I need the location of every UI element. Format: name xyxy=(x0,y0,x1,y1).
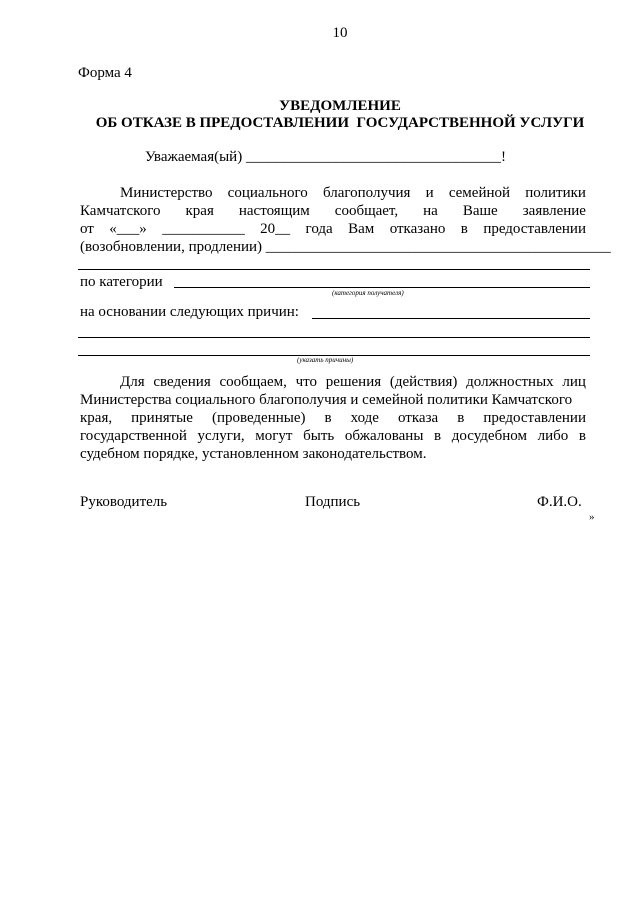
info-line-4 xyxy=(80,427,586,445)
word: в xyxy=(457,410,465,426)
word: в xyxy=(434,428,442,444)
form-label: Форма 4 xyxy=(78,65,132,81)
category-line xyxy=(174,287,590,288)
salutation-end: ! xyxy=(500,149,506,165)
category-label: по категории xyxy=(80,274,163,290)
notice-line-2 xyxy=(80,202,586,220)
word: Камчатского xyxy=(80,203,161,219)
word: от xyxy=(80,221,94,237)
word: Министерство xyxy=(120,185,213,201)
notice-line-1 xyxy=(120,184,586,202)
word: семейной xyxy=(448,185,511,201)
title-line-1: УВЕДОМЛЕНИЕ xyxy=(279,98,401,114)
salutation-blank: __________________________________ xyxy=(245,149,501,165)
word: сообщает, xyxy=(334,203,399,219)
notice-line-4-text: (возобновлении, продлении) xyxy=(80,239,263,255)
info-line-3 xyxy=(80,409,586,427)
word: в xyxy=(324,410,332,426)
word: что xyxy=(295,374,318,390)
reasons-label: на основании следующих причин: xyxy=(80,304,299,320)
word: заявление xyxy=(522,203,586,219)
word: края, xyxy=(80,410,113,426)
year-blank: 20__ xyxy=(260,221,291,237)
word: Вам xyxy=(348,221,375,237)
word: социального xyxy=(227,185,308,201)
word: политики xyxy=(525,185,586,201)
salutation-text: Уважаемая(ый) xyxy=(145,149,243,165)
salutation xyxy=(145,148,506,166)
word: предоставлении xyxy=(483,410,586,426)
word: принятые xyxy=(131,410,193,426)
word: года xyxy=(305,221,333,237)
word: досудебном xyxy=(451,428,527,444)
word: сообщаем, xyxy=(219,374,287,390)
word: в xyxy=(578,428,586,444)
month-blank: ___________ xyxy=(162,221,245,237)
notice-line-4-blank: ______________________________________________ xyxy=(265,239,611,255)
word: должностных xyxy=(466,374,554,390)
closing-quote: » xyxy=(589,511,595,523)
blank-line xyxy=(78,269,590,270)
word: и xyxy=(425,185,434,201)
reasons-hint: (указать причины) xyxy=(297,356,354,364)
word: (проведенные) xyxy=(211,410,306,426)
word: (действия) xyxy=(389,374,458,390)
word: настоящим xyxy=(238,203,310,219)
word: обжалованы xyxy=(344,428,424,444)
word: Ваше xyxy=(462,203,498,219)
info-line-2: Министерства социального благополучия и семейной политики Камчатского xyxy=(80,392,573,408)
word: решения xyxy=(325,374,382,390)
word: ходе xyxy=(350,410,379,426)
word: на xyxy=(423,203,438,219)
signature-name: Ф.И.О. xyxy=(537,494,582,510)
category-hint: (категория получателя) xyxy=(332,289,404,297)
word: в xyxy=(460,221,468,237)
notice-line-3 xyxy=(80,220,586,238)
word: края xyxy=(185,203,214,219)
page-number xyxy=(0,24,640,42)
signature-head: Руководитель xyxy=(80,494,168,510)
word: предоставлении xyxy=(483,221,586,237)
word: услуги, xyxy=(197,428,245,444)
word: могут xyxy=(255,428,293,444)
title-line-2: ОБ ОТКАЗЕ В ПРЕДОСТАВЛЕНИИ ГОСУДАРСТВЕННОЙ УСЛУГИ xyxy=(95,115,585,131)
reasons-line-1 xyxy=(312,318,590,319)
word: сведения xyxy=(153,374,211,390)
word: быть xyxy=(303,428,335,444)
word: благополучия xyxy=(322,185,411,201)
word: отказано xyxy=(389,221,446,237)
word: Для xyxy=(120,374,145,390)
notice-line-4 xyxy=(80,238,611,256)
word: либо xyxy=(537,428,569,444)
day-blank: «___» xyxy=(109,221,147,237)
word: лиц xyxy=(562,374,586,390)
page-number-text: 10 xyxy=(332,25,348,41)
info-line-1 xyxy=(120,373,586,391)
word: государственной xyxy=(80,428,187,444)
word: отказа xyxy=(398,410,439,426)
signature-sign: Подпись xyxy=(305,494,361,510)
reasons-line-2 xyxy=(78,337,590,338)
info-line-5: судебном порядке, установленном законодательством. xyxy=(80,446,427,462)
